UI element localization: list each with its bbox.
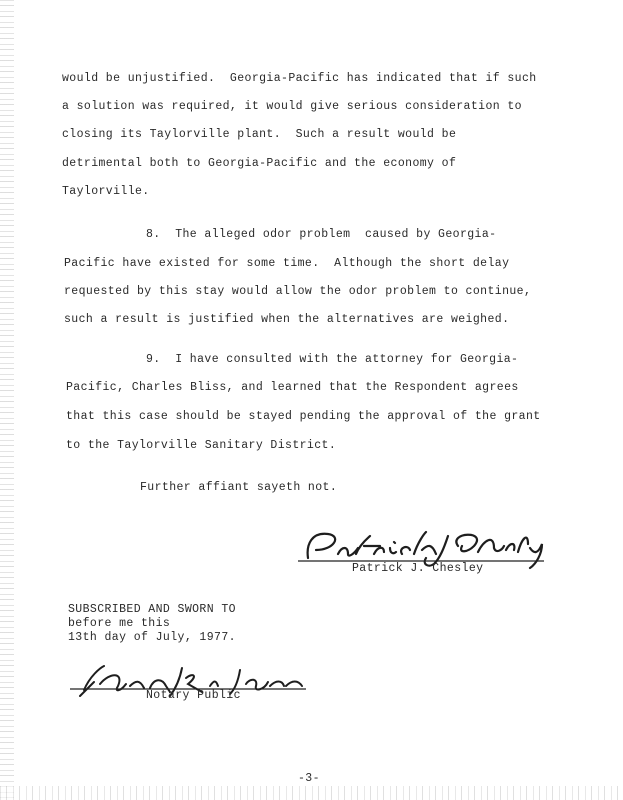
paragraph-7-line-4: detrimental both to Georgia-Pacific and the economy of [62, 157, 457, 170]
notary-jurat-line-2: before me this [68, 617, 171, 630]
paragraph-7-line-3: closing its Taylorville plant. Such a result would be [62, 128, 457, 141]
paragraph-8-line-3: requested by this stay would allow the odor problem to continue, [64, 285, 532, 298]
page-number: -3- [298, 772, 320, 785]
affiant-signature-text: Patrick J. Chesley [308, 545, 440, 558]
paragraph-7-line-5: Taylorville. [62, 185, 150, 198]
closing-statement: Further affiant sayeth not. [140, 481, 338, 494]
scan-bottom-noise [0, 786, 623, 800]
paragraph-8-line-1: 8. The alleged odor problem caused by Georgia- [146, 228, 497, 241]
scan-edge-noise [0, 0, 14, 800]
notary-public-label: Notary Public [146, 689, 241, 702]
paragraph-9-line-1: 9. I have consulted with the attorney for Georgia- [146, 353, 519, 366]
paragraph-9-line-2: Pacific, Charles Bliss, and learned that the Respondent agrees [66, 381, 519, 394]
affiant-name: Patrick J. Chesley [352, 562, 484, 575]
notary-jurat-line-1: SUBSCRIBED AND SWORN TO [68, 603, 236, 616]
paragraph-7-line-1: would be unjustified. Georgia-Pacific has indicated that if such [62, 72, 537, 85]
paragraph-9-line-3: that this case should be stayed pending the approval of the grant [66, 410, 541, 423]
paragraph-8-line-4: such a result is justified when the alternatives are weighed. [64, 313, 510, 326]
paragraph-9-line-4: to the Taylorville Sanitary District. [66, 439, 337, 452]
paragraph-8-line-2: Pacific have existed for some time. Although the short delay [64, 257, 510, 270]
paragraph-7-line-2: a solution was required, it would give serious consideration to [62, 100, 522, 113]
notary-jurat-line-3: 13th day of July, 1977. [68, 631, 236, 644]
